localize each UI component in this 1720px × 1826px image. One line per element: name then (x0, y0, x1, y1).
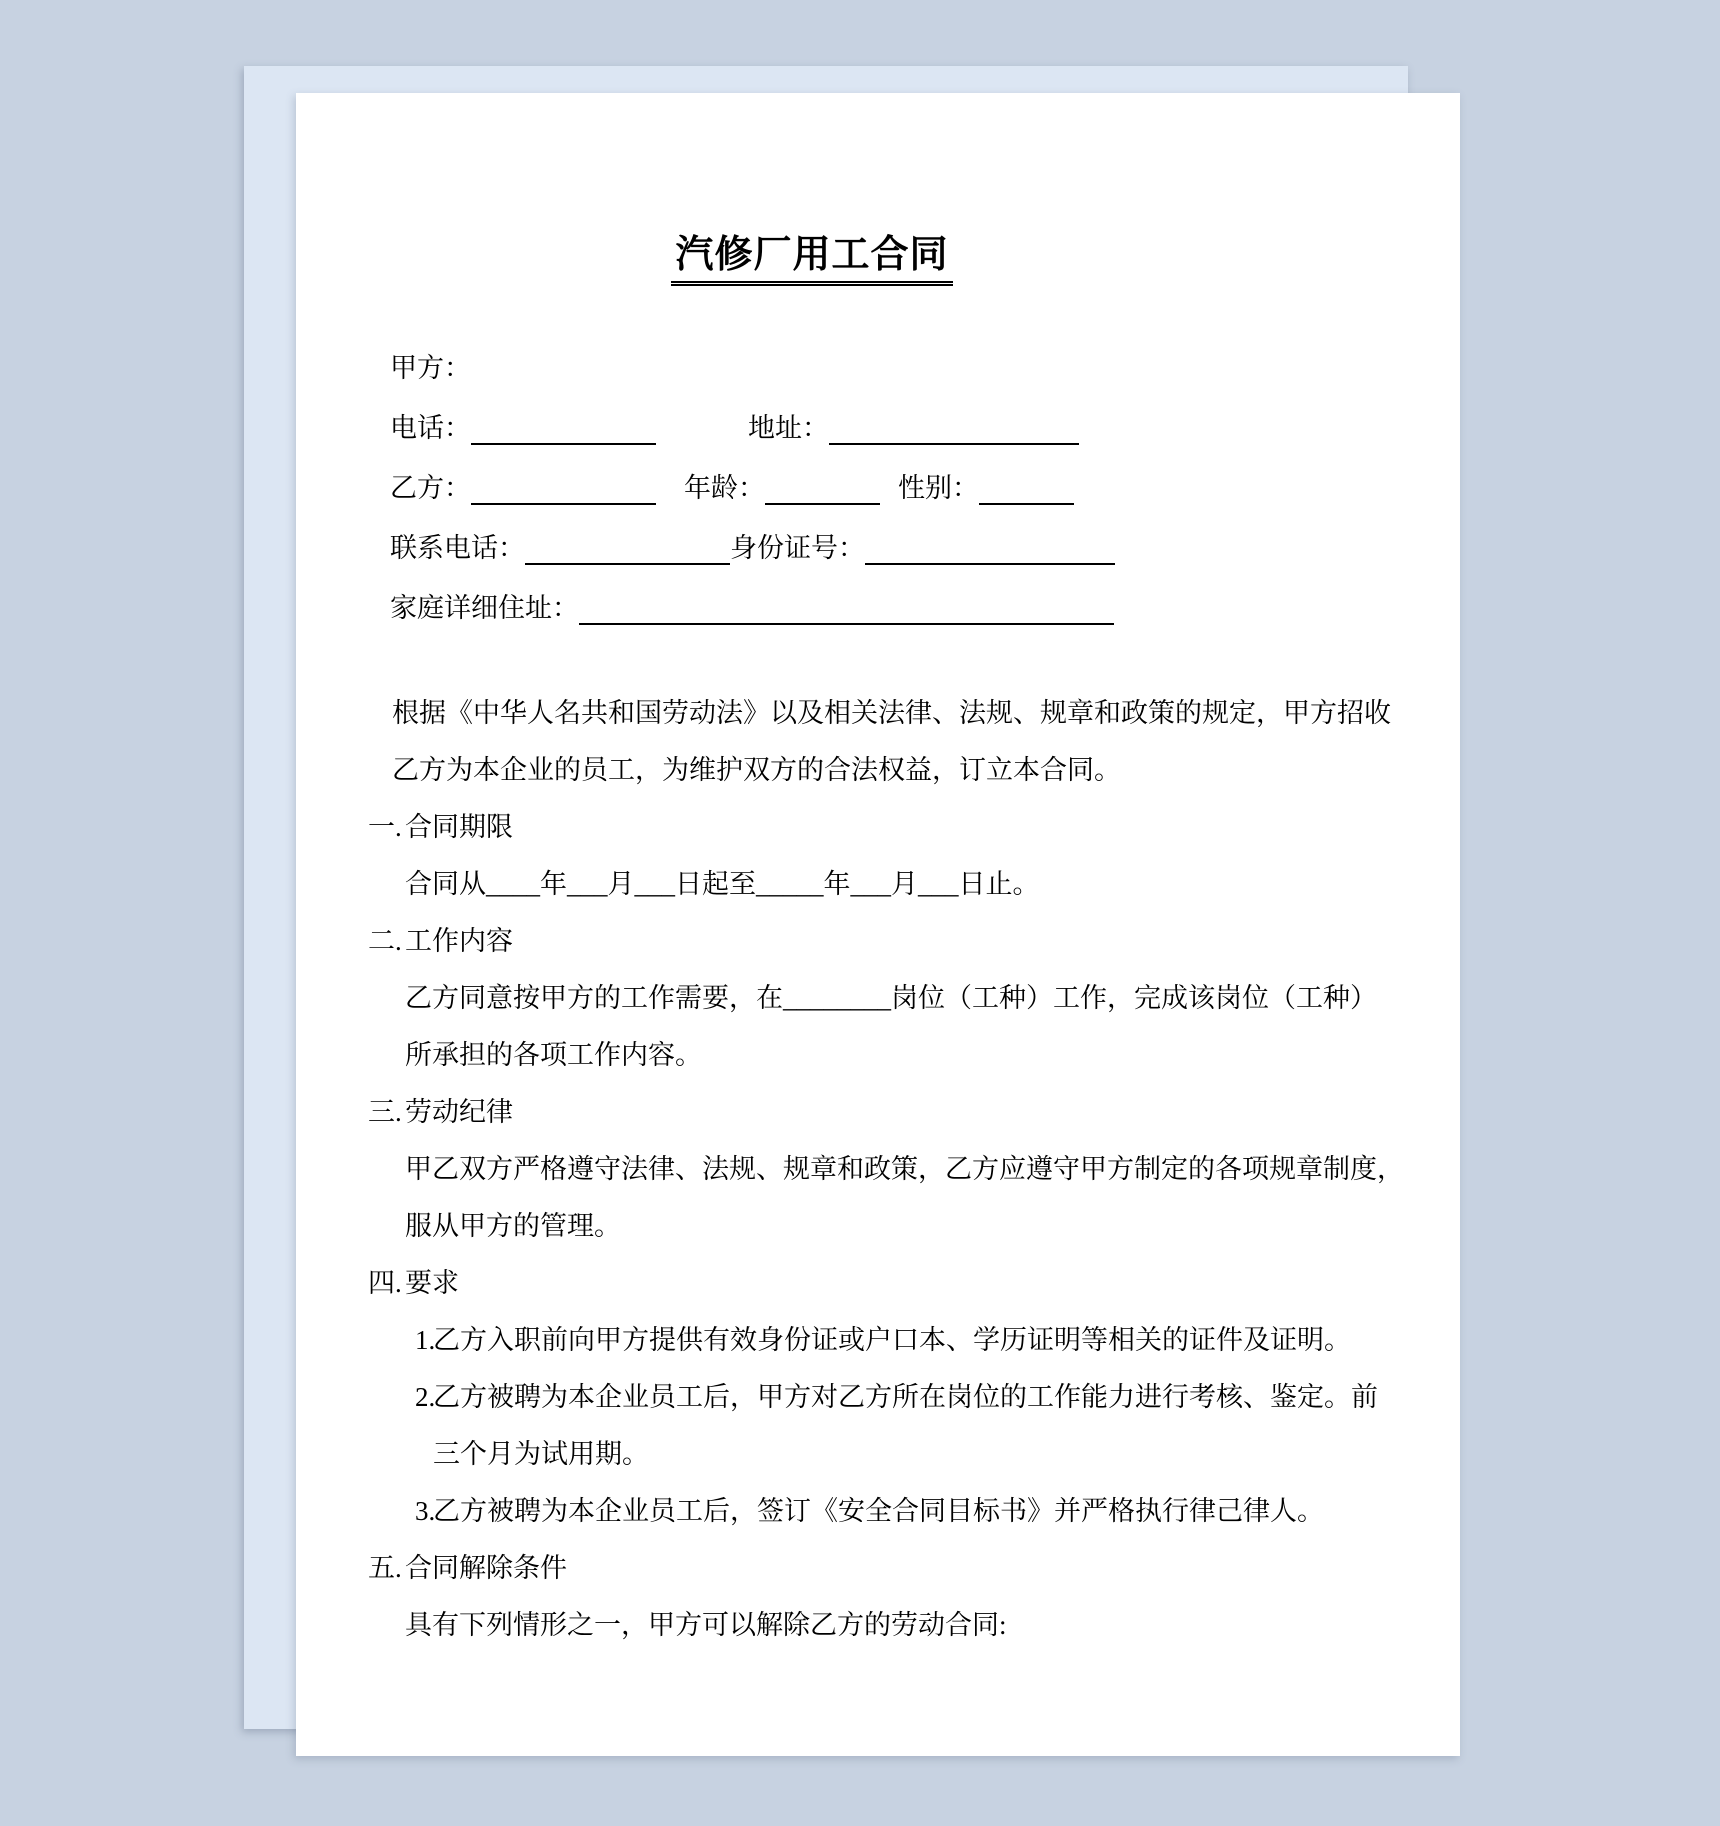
spacer (880, 495, 898, 505)
field-label: 甲方： (390, 353, 471, 383)
contract-page (296, 93, 1460, 1756)
fill-in-blank[interactable] (979, 472, 1074, 505)
spacer (656, 495, 684, 505)
section-heading-row (368, 913, 1463, 970)
form-row (390, 411, 1390, 471)
form-row (390, 531, 1390, 591)
party-info-form (390, 351, 1390, 651)
section-number: 二. (368, 926, 402, 956)
fill-in-blank[interactable] (865, 532, 1115, 565)
list-item-line (368, 1312, 1463, 1369)
section-heading-row (368, 799, 1463, 856)
section-heading: 劳动纪律 (405, 1097, 513, 1127)
section-heading-row (368, 1255, 1463, 1312)
section-text-line: 甲乙双方严格遵守法律、法规、规章和政策，乙方应遵守甲方制定的各项规章制度， (405, 1154, 1404, 1184)
item-number: 3. (415, 1496, 436, 1526)
fill-in-blank[interactable] (829, 412, 1079, 445)
list-item-line (368, 1483, 1463, 1540)
section-heading-row (368, 1540, 1463, 1597)
field-label: 年龄： (684, 473, 765, 503)
list-item-line (368, 1369, 1463, 1426)
section-heading-row (368, 1084, 1463, 1141)
intro-line: 乙方为本企业的员工，为维护双方的合法权益，订立本合同。 (392, 755, 1121, 785)
list-item-text: 乙方入职前向甲方提供有效身份证或户口本、学历证明等相关的证件及证明。 (433, 1325, 1351, 1355)
fill-in-blank[interactable] (579, 592, 1114, 625)
list-item-text: 乙方被聘为本企业员工后，签订《安全合同目标书》并严格执行律己律人。 (433, 1496, 1324, 1526)
field-label: 乙方： (390, 473, 471, 503)
section-heading: 合同期限 (405, 812, 513, 842)
form-row (390, 351, 1390, 411)
intro-line: 根据《中华人名共和国劳动法》以及相关法律、法规、规章和政策的规定，甲方招收 (392, 698, 1391, 728)
section-number: 五. (368, 1553, 402, 1583)
section-text-line: 具有下列情形之一，甲方可以解除乙方的劳动合同: (405, 1610, 1007, 1640)
field-label: 身份证号： (730, 533, 865, 563)
section-heading: 要求 (405, 1268, 459, 1298)
section-number: 三. (368, 1097, 402, 1127)
section-heading: 工作内容 (405, 926, 513, 956)
section-text-line: 合同从____年___月___日起至_____年___月___日止。 (405, 869, 1040, 899)
page-title (230, 223, 1394, 278)
field-label: 家庭详细住址： (390, 593, 579, 623)
section-text-line: 服从甲方的管理。 (405, 1211, 621, 1241)
spacer (656, 435, 748, 445)
section-number: 四. (368, 1268, 402, 1298)
list-item-line: 三个月为试用期。 (433, 1439, 649, 1469)
field-label: 地址： (748, 413, 829, 443)
section-number: 一. (368, 812, 402, 842)
item-number: 1. (415, 1325, 436, 1355)
field-label: 性别： (898, 473, 979, 503)
section-heading: 合同解除条件 (405, 1553, 567, 1583)
field-label: 电话： (390, 413, 471, 443)
page-title-text: 汽修厂用工合同 (671, 234, 952, 286)
form-row (390, 591, 1390, 651)
form-row (390, 471, 1390, 531)
fill-in-blank[interactable] (471, 472, 656, 505)
field-label: 联系电话： (390, 533, 525, 563)
section-text-line: 乙方同意按甲方的工作需要，在________岗位（工种）工作，完成该岗位（工种） (405, 983, 1377, 1013)
section-text-line: 所承担的各项工作内容。 (405, 1040, 702, 1070)
list-item-text: 乙方被聘为本企业员工后，甲方对乙方所在岗位的工作能力进行考核、鉴定。前 (433, 1382, 1378, 1412)
fill-in-blank[interactable] (525, 532, 730, 565)
fill-in-blank[interactable] (471, 412, 656, 445)
item-number: 2. (415, 1382, 436, 1412)
fill-in-blank[interactable] (765, 472, 880, 505)
contract-body (368, 685, 1463, 1654)
